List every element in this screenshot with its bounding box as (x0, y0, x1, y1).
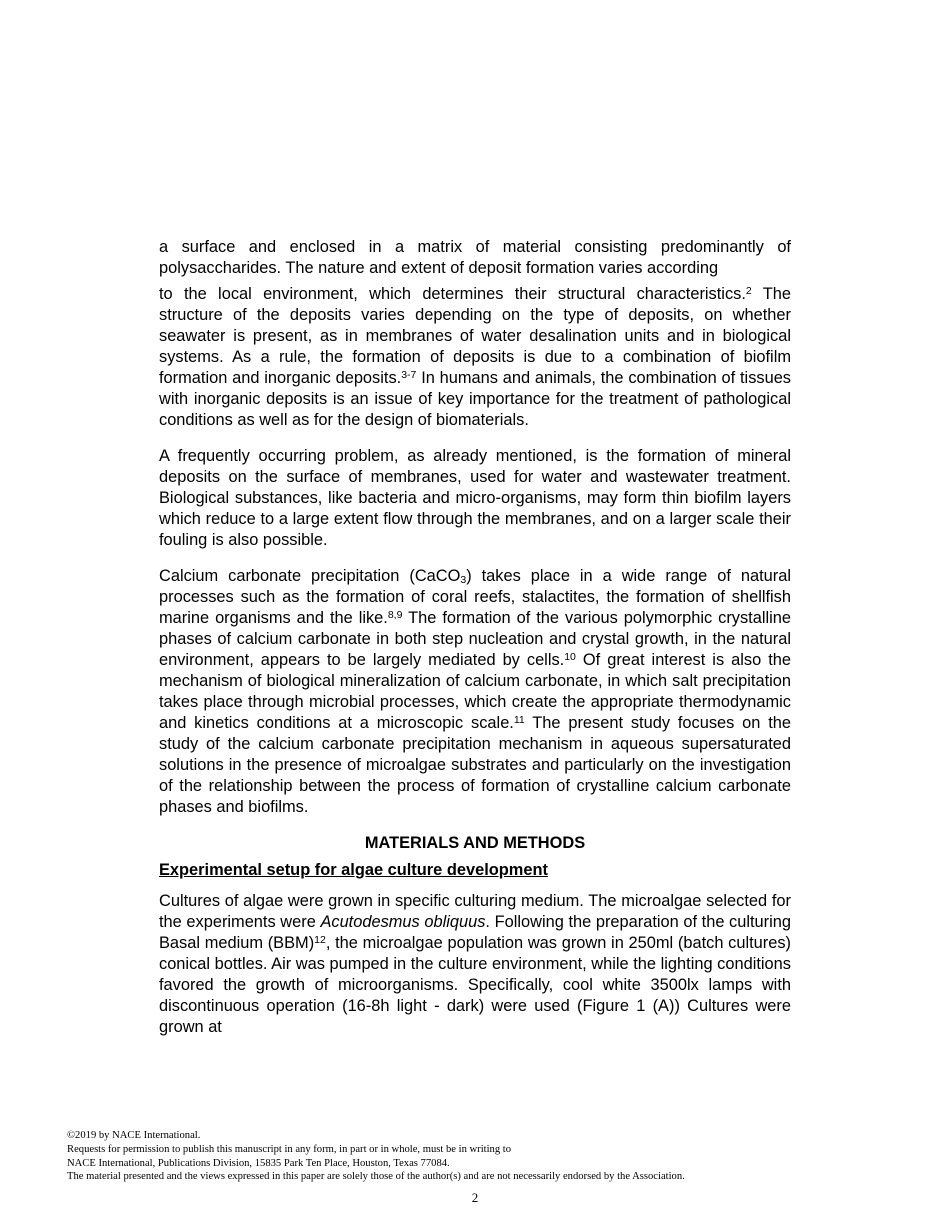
text-segment: ) takes place in a wide range of natural processes such as the formation of coral reefs, stalactites, the formation of shellfish marine organisms and the like. (159, 567, 791, 627)
footer-line: ©2019 by NACE International. (67, 1130, 201, 1141)
footer-line: NACE International, Publications Division, 15835 Park Ten Place, Houston, Texas 77084. (67, 1157, 450, 1169)
citation-superscript: 11 (513, 714, 525, 726)
text-segment: Of great interest is also the mechanism of biological mineralization of calcium carbonate, in which salt precipitation takes place through microbial processes, which create the appropriate thermodynamic and kinetics conditions at a microscopic scale. (159, 651, 791, 732)
citation-superscript: 12 (314, 934, 326, 946)
text-segment: The present study focuses on the study of the calcium carbonate precipitation mechanism in aqueous supersaturated solutions in the presence of microalgae substrates and particularly on the investigation of the relationship between the process of formation of crystalline calcium carbonate phases and biofilms. (159, 714, 791, 816)
citation-superscript: 8,9 (387, 609, 403, 621)
footer-line: Requests for permission to publish this manuscript in any form, in part or in whole, must be in writing to (67, 1143, 512, 1155)
section-heading: MATERIALS AND METHODS (364, 834, 586, 852)
paragraph-5 (159, 891, 791, 1038)
paragraph-1 (159, 237, 791, 279)
paragraph-2 (159, 284, 791, 431)
subsection-heading: Experimental setup for algae culture development (159, 861, 548, 879)
text-segment: The formation of the various polymorphic crystalline phases of calcium carbonate in both step nucleation and crystal growth, in the natural environment, appears to be largely mediated by cells. (159, 609, 791, 669)
text-segment: In humans and animals, the combination of tissues with inorganic deposits is an issue of key importance for the treatment of pathological conditions as well as for the design of biomaterials. (159, 369, 792, 429)
paragraph-1-text: a surface and enclosed in a matrix of material consisting predominantly of polysaccharides. The nature and extent of deposit formation varies according (159, 238, 791, 277)
text-segment: to the local environment, which determines their structural characteristics. (159, 285, 746, 303)
species-name: Acutodesmus obliquus (320, 913, 486, 931)
copyright-footer (67, 1129, 887, 1184)
citation-superscript: 3-7 (401, 369, 417, 381)
footer-line: The material presented and the views expressed in this paper are solely those of the author(s) and are not necessarily endorsed by the Association. (67, 1171, 685, 1183)
paragraph-3-text: A frequently occurring problem, as already mentioned, is the formation of mineral deposits on the surface of membranes, used for water and wastewater treatment. Biological substances, like bacteria and micro-organisms, may form thin biofilm layers which reduce to a large extent flow through the membranes, and on a larger scale their fouling is also possible. (159, 447, 791, 549)
text-segment: , the microalgae population was grown in 250ml (batch cultures) conical bottles. Air was pumped in the culture environment, while the lighting conditions favored the growth of microorganisms. Specifically, cool white 3500lx lamps with discontinuous operation (16-8h light - dark) were used (Figure 1 (A)) Cultures were grown at (159, 934, 791, 1036)
text-segment: Cultures of algae were grown in specific culturing medium. The microalgae selected for the experiments were (159, 892, 791, 931)
page-number: 2 (471, 1190, 479, 1205)
text-segment: . Following the preparation of the culturing Basal medium (BBM) (159, 913, 792, 952)
citation-superscript: 10 (564, 651, 576, 663)
text-segment: The structure of the deposits varies depending on the type of deposits, on whether seawater is present, as in membranes of water desalination units and in biological systems. As a rule, the formation of deposits is due to a combination of biofilm formation and inorganic deposits. (159, 285, 791, 387)
paragraph-3 (159, 446, 791, 551)
paragraph-4 (159, 566, 791, 818)
citation-superscript: 2 (745, 285, 752, 297)
text-segment: Calcium carbonate precipitation (CaCO (159, 567, 461, 585)
main-text (159, 237, 791, 1053)
chemical-subscript: 3 (460, 574, 467, 586)
